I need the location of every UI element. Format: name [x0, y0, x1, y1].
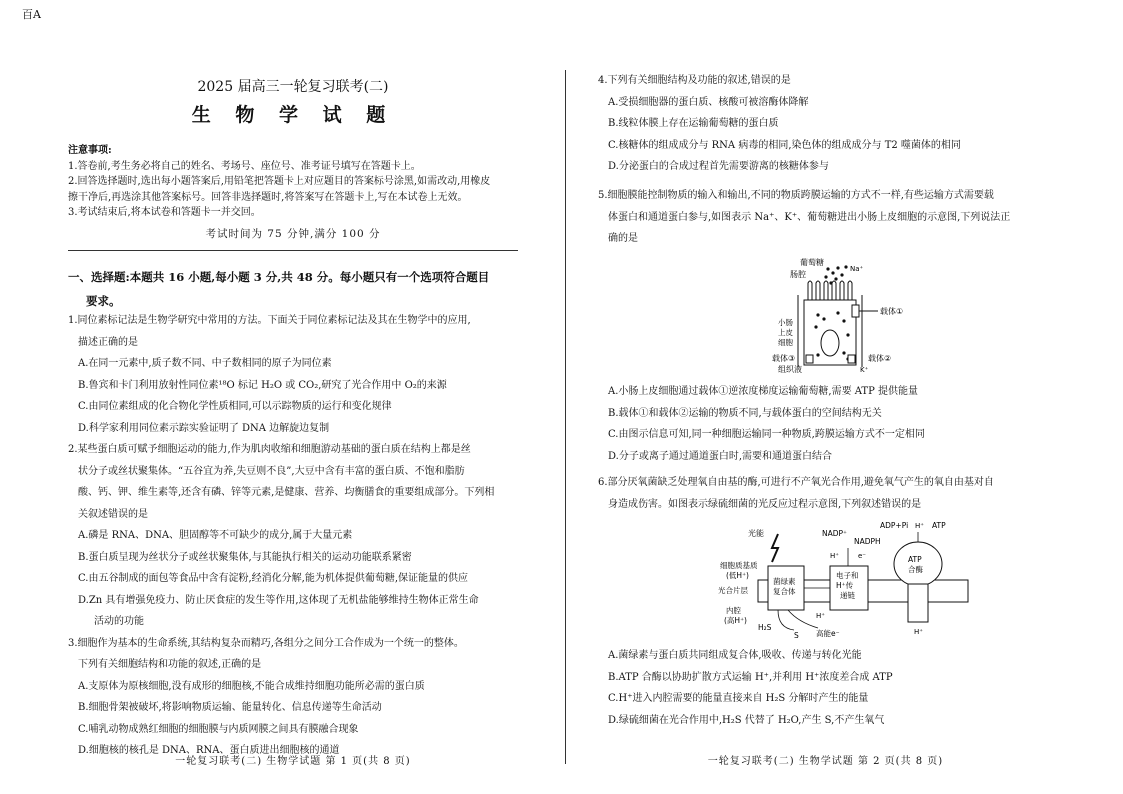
right-page	[598, 0, 1053, 794]
atp-synthase-label-line2: 合酶	[908, 565, 923, 574]
light-label: 光能	[748, 529, 764, 538]
question-1-option-d: D.科学家利用同位素示踪实验证明了 DNA 边解旋边复制	[78, 422, 330, 434]
exam-title: 2025 届高三一轮复习联考(二)	[197, 79, 389, 95]
question-5-option-c: C.由图示信息可知,同一种细胞运输同一种物质,跨膜运输方式不一定相同	[608, 429, 925, 440]
atp-synthase-stalk	[908, 584, 928, 622]
h2s-label: H₂S	[758, 623, 772, 632]
question-1-option-c: C.由同位素组成的化合物化学性质相同,可以示踪物质的运行和变化规律	[78, 401, 392, 412]
question-3-stem: 3.细胞作为基本的生命系统,其结构复杂而精巧,各组分之间分工合作成为一个统一的整体。	[68, 637, 464, 649]
h-label-4: H⁺	[914, 628, 923, 636]
exam-time: 考试时间为 75 分钟,满分 100 分	[205, 228, 381, 240]
cell-label-line2: 上皮	[778, 328, 793, 337]
question-2-stem-cont: 酸、钙、钾、维生素等,还含有磷、锌等元素,是健康、营养、均衡膳食的重要组成部分。下列相	[78, 487, 495, 498]
h-label-1: H⁺	[830, 552, 839, 560]
inner-lumen-label: 内腔	[726, 606, 741, 615]
notes-heading: 注意事项:	[68, 145, 112, 156]
question-1-option-a: A.在同一元素中,质子数不同、中子数相同的原子为同位素	[78, 358, 332, 369]
page-footer-2: 一轮复习联考(二) 生物学试题 第 2 页(共 8 页)	[707, 756, 944, 767]
cytoplasm-label: 细胞质基质	[720, 561, 758, 570]
question-3-stem-cont: 下列有关细胞结构和功能的叙述,正确的是	[78, 659, 262, 670]
question-3-option-a: A.支原体为原核细胞,没有成形的细胞核,不能合成维持细胞功能所必需的蛋白质	[78, 680, 425, 692]
atp-label: ATP	[932, 521, 946, 530]
glucose-label: 葡萄糖	[800, 258, 824, 267]
atp-synthase-head	[894, 542, 942, 586]
question-5-stem-line: 体蛋白和通道蛋白参与,如图表示 Na⁺、K⁺、葡萄糖进出小肠上皮细胞的示意图,下列说法正	[608, 211, 1011, 223]
high-energy-electron-label: 高能e⁻	[816, 629, 840, 638]
question-5-option-b: B.载体①和载体②运输的物质不同,与载体蛋白的空间结构无关	[608, 407, 882, 419]
nadph-label: NADPH	[854, 537, 881, 546]
high-h-label: (高H⁺)	[724, 616, 747, 625]
question-2-option-d-cont: 活动的功能	[94, 616, 144, 627]
corner-mark: 百A	[22, 8, 41, 21]
adp-label: ADP+Pi	[880, 521, 909, 530]
s-label: S	[794, 631, 799, 640]
chain-label-line1: 电子和	[836, 571, 859, 580]
question-5-option-d: D.分子或离子通过通道蛋白时,需要和通道蛋白结合	[608, 450, 833, 462]
question-6-stem-line: 身造成伤害。如图表示绿硫细菌的光反应过程示意图,下列叙述错误的是	[608, 498, 922, 510]
chain-label-line3: 递链	[840, 591, 855, 600]
question-6-option-d: D.绿硫细菌在光合作用中,H₂S 代替了 H₂O,产生 S,不产生氧气	[608, 714, 885, 726]
light-reaction-figure	[718, 518, 978, 648]
cell-label-line3: 细胞	[778, 338, 793, 347]
question-5-stem	[598, 185, 1053, 250]
complex-label-line1: 菌绿素	[773, 577, 796, 586]
question-6-options	[598, 645, 1053, 731]
question-2-stem-cont: 关叙述错误的是	[78, 508, 148, 520]
question-6-option-b: B.ATP 合酶以协助扩散方式运输 H⁺,并利用 H⁺浓度差合成 ATP	[608, 671, 893, 683]
note-item: 1.答卷前,考生务必将自己的姓名、考场号、座位号、准考证号填写在答题卡上。	[68, 160, 421, 172]
question-2-option-a: A.磷是 RNA、DNA、胆固醇等不可缺少的成分,属于大量元素	[78, 530, 353, 541]
cell-dots	[814, 311, 849, 360]
question-1-stem: 1.同位素标记法是生物学研究中常用的方法。下面关于同位素标记法及其在生物学中的应用,	[68, 315, 471, 326]
low-h-label: (低H⁺)	[726, 571, 749, 580]
tissue-fluid-label: 组织液	[778, 365, 802, 374]
question-2-stem-cont: 状分子或丝状聚集体。“五谷宜为养,失豆则不良”,大豆中含有丰富的蛋白质、不饱和脂肪	[78, 465, 465, 477]
question-5-option-a: A.小肠上皮细胞通过载体①逆浓度梯度运输葡萄糖,需要 ATP 提供能量	[608, 386, 919, 397]
question-4-option-d: D.分泌蛋白的合成过程首先需要游离的核糖体参与	[608, 161, 829, 172]
k-label: K⁺	[860, 366, 869, 374]
nucleus	[821, 330, 839, 356]
section-heading-line1: 一、选择题:本题共 16 小题,每小题 3 分,共 48 分。每小题只有一个选项符合题目	[68, 270, 490, 284]
question-6-stem-line: 6.部分厌氧菌缺乏处理氧自由基的酶,可进行不产氧光合作用,避免氧气产生的氧自由基对自	[598, 477, 994, 488]
complex-label-line2: 复合体	[773, 587, 796, 596]
subject-title: 生 物 学 试 题	[191, 104, 395, 126]
na-label: Na⁺	[850, 265, 864, 273]
question-2-option-c: C.由五谷制成的面包等食品中含有淀粉,经消化分解,能为机体提供葡萄糖,保证能量的供应	[78, 573, 469, 584]
lamella-label: 光合片层	[718, 586, 748, 595]
question-3-option-c: C.哺乳动物成熟红细胞的细胞膜与内质网膜之间具有膜融合现象	[78, 723, 359, 735]
note-item: 擦干净后,再选涂其他答案标号。回答非选择题时,将答案写在答题卡上,写在本试卷上无效。	[68, 191, 468, 203]
question-3-option-b: B.细胞骨架被破坏,将影响物质运输、能量转化、信息传递等生命活动	[78, 702, 382, 713]
question-1-stem-cont: 描述正确的是	[78, 336, 138, 348]
e-label-1: e⁻	[858, 552, 867, 560]
carrier-1-shape	[852, 305, 859, 317]
page-footer-1: 一轮复习联考(二) 生物学试题 第 1 页(共 8 页)	[175, 756, 411, 767]
section-heading	[68, 265, 518, 313]
question-6-option-c: C.H⁺进入内腔需要的能量直接来自 H₂S 分解时产生的能量	[608, 693, 869, 704]
question-2-option-b: B.蛋白质呈现为丝状分子或丝状聚集体,与其能执行相关的运动功能联系紧密	[78, 551, 412, 563]
question-6-option-a: A.菌绿素与蛋白质共同组成复合体,吸收、传递与转化光能	[608, 650, 862, 661]
question-3-option-d: D.细胞核的核孔是 DNA、RNA、蛋白质进出细胞核的通道	[78, 745, 340, 756]
molecule-dots	[824, 265, 847, 284]
question-4-stem: 4.下列有关细胞结构及功能的叙述,错误的是	[598, 75, 791, 86]
question-2-stem: 2.某些蛋白质可赋予细胞运动的能力,作为肌肉收缩和细胞游动基础的蛋白质在结构上都是丝	[68, 444, 471, 455]
note-item: 3.考试结束后,将本试卷和答题卡一并交回。	[68, 207, 261, 218]
intestinal-cell-figure	[772, 255, 928, 377]
question-4	[598, 70, 1053, 178]
question-5-stem-line: 5.细胞膜能控制物质的输入和输出,不同的物质跨膜运输的方式不一样,有些运输方式需要载	[598, 190, 994, 201]
page-divider	[565, 70, 566, 764]
h-label-3: H⁺	[816, 612, 825, 620]
atp-synthase-label-line1: ATP	[908, 555, 922, 564]
h-label-2: H⁺	[915, 522, 924, 530]
question-5-options	[598, 381, 1053, 467]
question-4-option-c: C.核糖体的组成成分与 RNA 病毒的相同,染色体的组成成分与 T2 噬菌体的相同	[608, 139, 961, 151]
question-5-stem-line: 确的是	[608, 233, 638, 244]
question-4-option-b: B.线粒体膜上存在运输葡萄糖的蛋白质	[608, 118, 779, 129]
lumen-label: 肠腔	[790, 270, 806, 279]
question-4-option-a: A.受损细胞器的蛋白质、核酸可被溶酶体降解	[608, 96, 809, 108]
carrier-1-label: 载体①	[880, 307, 904, 316]
separator-line	[68, 250, 518, 251]
note-item: 2.回答选择题时,选出每小题答案后,用铅笔把答题卡上对应题目的答案标号涂黑,如需改动,用橡皮	[68, 176, 491, 187]
question-2-option-d: D.Zn 具有增强免疫力、防止厌食症的发生等作用,这体现了无机盐能够维持生物体正常生命	[78, 594, 479, 606]
nadp-label: NADP⁺	[822, 529, 847, 538]
cell-label-line1: 小肠	[778, 318, 793, 327]
left-page	[68, 0, 518, 794]
section-heading-line2: 要求。	[86, 294, 121, 308]
carrier-2-label: 载体②	[868, 354, 892, 363]
carrier-3-shape	[806, 355, 813, 363]
left-questions	[68, 310, 518, 762]
notes-block	[68, 143, 518, 221]
question-6-stem	[598, 472, 1053, 515]
carrier-2-shape	[848, 355, 855, 363]
carrier-3-label: 载体③	[772, 354, 796, 363]
chain-label-line2: H⁺传	[836, 581, 854, 590]
lightning-icon	[772, 534, 778, 562]
question-1-option-b: B.鲁宾和卡门利用放射性同位素¹⁸O 标记 H₂O 或 CO₂,研究了光合作用中 O₂的来源	[78, 379, 447, 391]
